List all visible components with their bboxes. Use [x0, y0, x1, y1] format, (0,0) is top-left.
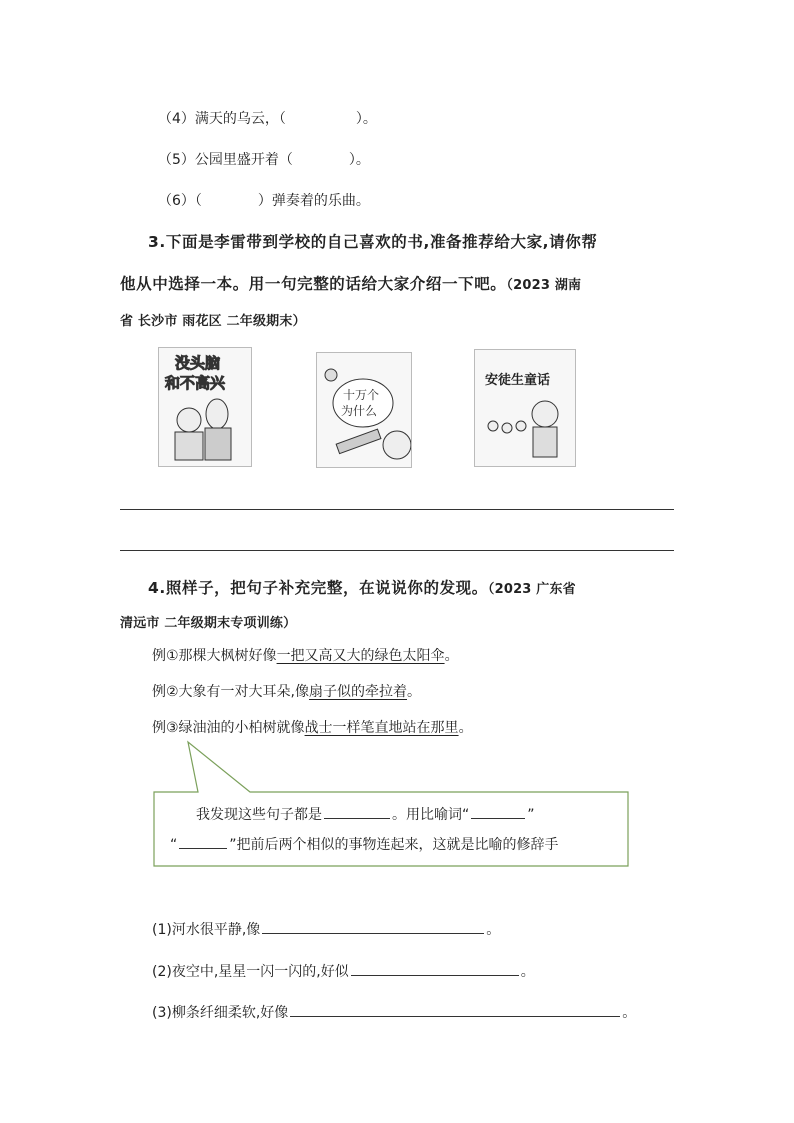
fill-item-3	[152, 1002, 636, 1022]
bubble-line-2	[170, 834, 559, 854]
book-1-title-line2: 和不高兴	[165, 374, 226, 392]
answer-line-2[interactable]	[120, 550, 674, 551]
example-2-suffix: 。	[407, 684, 422, 700]
bubble-text-1a: 我发现这些句子都是	[196, 807, 322, 823]
example-3	[152, 717, 473, 737]
example-1-suffix: 。	[444, 648, 459, 664]
q3-title-text: 他从中选择一本。用一句完整的话给大家介绍一下吧。	[120, 275, 507, 293]
book-cover-1	[158, 347, 252, 467]
fill-item-3-end: 。	[622, 1005, 637, 1021]
book-cover-2	[316, 352, 412, 468]
fill-item-1-blank[interactable]	[262, 919, 484, 934]
book-illustration-3	[475, 350, 575, 466]
example-3-prefix: 例③绿油油的小柏树就像	[152, 720, 305, 736]
book-illustration-1	[159, 348, 251, 466]
book-2-title-line1: 十万个	[343, 388, 380, 402]
bubble-text-1b: 。用比喻词“	[392, 807, 470, 823]
blank-sentence-type[interactable]	[324, 804, 390, 819]
fill-item-1	[152, 919, 500, 939]
q2-item-5: （5）公园里盛开着（ ）。	[158, 152, 370, 168]
q3-source-cont: 省 长沙市 雨花区 二年级期末）	[120, 314, 306, 329]
fill-item-1-end: 。	[486, 922, 501, 938]
fill-item-2	[152, 961, 535, 981]
fill-item-1-text: (1)河水很平静,像	[152, 922, 261, 938]
blank-metaphor-word-2[interactable]	[179, 834, 227, 849]
example-1	[152, 645, 459, 665]
book-3-title: 安徒生童话	[485, 373, 551, 388]
example-3-suffix: 。	[458, 720, 473, 736]
answer-line-1[interactable]	[120, 509, 674, 510]
q4-title	[148, 576, 576, 598]
bubble-text-2a: “	[170, 837, 178, 853]
example-2-underlined: 扇子似的牵拉着	[309, 684, 408, 700]
bubble-text-2b: ”把前后两个相似的事物连起来，这就是比喻的修辞手	[229, 837, 559, 853]
bubble-line-1	[196, 804, 535, 824]
example-2-prefix: 例②大象有一对大耳朵,像	[152, 684, 310, 700]
q3-title-line1: 3.下面是李雷带到学校的自己喜欢的书,准备推荐给大家,请你帮	[148, 233, 598, 251]
q3-source: （2023 湖南	[506, 278, 582, 293]
book-1-title-line1: 没头脑	[175, 354, 221, 372]
example-3-underlined: 战士一样笔直地站在那里	[304, 720, 459, 736]
q4-source-cont: 清远市 二年级期末专项训练）	[120, 616, 297, 631]
book-2-title-line2: 为什么	[341, 404, 378, 418]
book-cover-3	[474, 349, 576, 467]
q3-title-line2	[120, 272, 581, 294]
q4-source: （2023 广东省	[487, 582, 576, 597]
fill-item-2-text: (2)夜空中,星星一闪一闪的,好似	[152, 964, 349, 980]
blank-metaphor-word-1[interactable]	[471, 804, 525, 819]
q2-item-6: （6）（ ）弹奏着的乐曲。	[158, 193, 370, 209]
book-illustration-2	[317, 353, 411, 467]
q4-title-text: 4.照样子，把句子补充完整，在说说你的发现。	[148, 579, 488, 597]
example-2	[152, 681, 421, 701]
fill-item-3-text: (3)柳条纤细柔软,好像	[152, 1005, 289, 1021]
example-1-prefix: 例①那棵大枫树好像	[152, 648, 277, 664]
bubble-text-1c: ”	[527, 807, 535, 823]
example-1-underlined: 一把又高又大的绿色太阳伞	[276, 648, 445, 664]
q2-item-4: （4）满天的乌云，（ ）。	[158, 111, 377, 127]
fill-item-3-blank[interactable]	[290, 1002, 620, 1017]
fill-item-2-end: 。	[520, 964, 535, 980]
fill-item-2-blank[interactable]	[351, 961, 519, 976]
